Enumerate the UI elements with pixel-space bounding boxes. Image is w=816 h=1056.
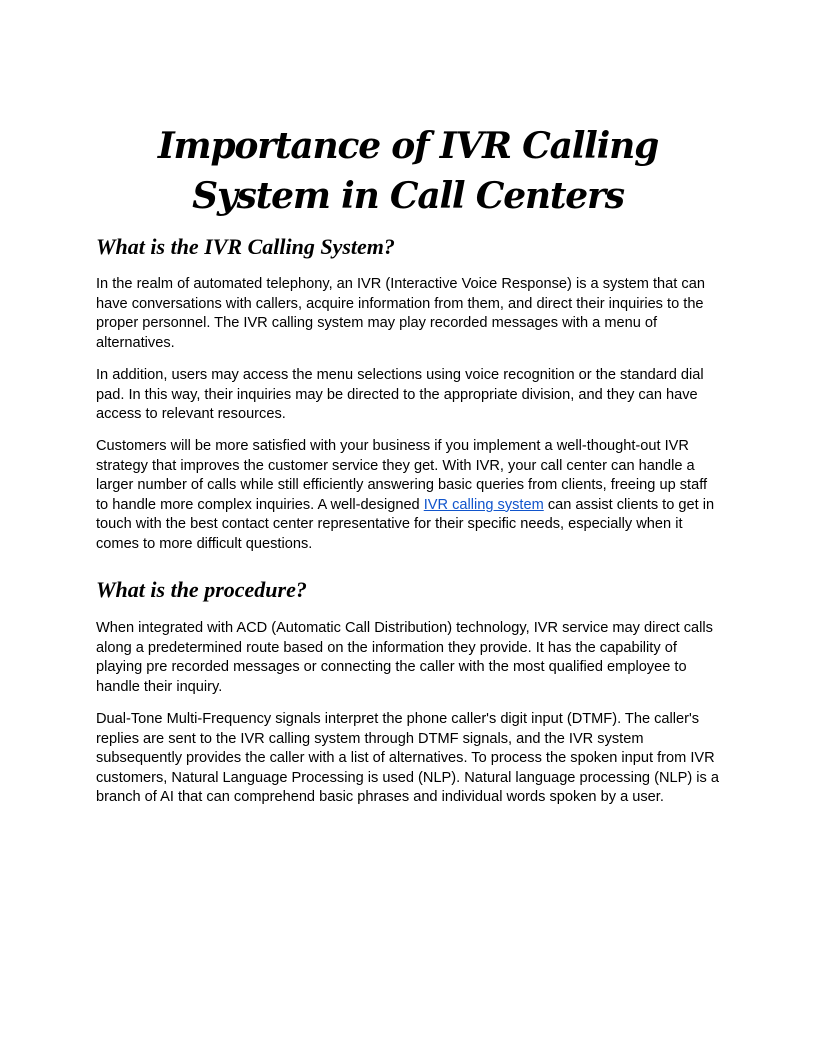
paragraph-dtmf-nlp: Dual-Tone Multi-Frequency signals interpret the phone caller's digit input (DTMF). The caller's replies are sent to the IVR calling system through DTMF signals, and the IVR system subsequently provides the caller with a list of alternatives. To process the spoken input from IVR customers, Natural Language Processing is used (NLP). Natural language processing (NLP) is a branch of AI that can comprehend basic phrases and individual words spoken by a user. (96, 711, 719, 806)
paragraph-customer-satisfaction (96, 437, 720, 555)
document-title: Importance of IVR Calling System in Call Centers (157, 125, 659, 217)
paragraph-text-before-link: Customers will be more satisfied with your business if you implement a well-thought-out IVR strategy that improves the customer service they get. With IVR, your call center can handle a larger number of calls while still efficiently answering basic queries from clients, freeing up staff to handle more complex inquiries. A well-designed (96, 438, 708, 513)
paragraph-menu-selections: In addition, users may access the menu selections using voice recognition or the standard dial pad. In this way, their inquiries may be directed to the appropriate division, and they can have access to relevant resources. (96, 367, 704, 423)
paragraph-acd-integration: When integrated with ACD (Automatic Call Distribution) technology, IVR service may direct calls along a predetermined route based on the information they provide. It has the capability of playing pre recorded messages or connecting the caller with the most qualified employee to handle their inquiry. (96, 620, 713, 695)
section-heading-ivr-calling-system: What is the IVR Calling System? (96, 234, 395, 259)
paragraph-ivr-definition: In the realm of automated telephony, an IVR (Interactive Voice Response) is a system that can have conversations with callers, acquire information from them, and direct their inquiries to the proper personnel. The IVR calling system may play recorded messages with a menu of alternatives. (96, 276, 705, 351)
ivr-calling-system-link[interactable]: IVR calling system (423, 496, 544, 513)
section-heading-procedure: What is the procedure? (96, 577, 307, 602)
paragraph-text-after-link: can assist clients to get in touch with the best contact center representative for their specific needs, especially when it comes to more difficult questions. (96, 496, 715, 552)
